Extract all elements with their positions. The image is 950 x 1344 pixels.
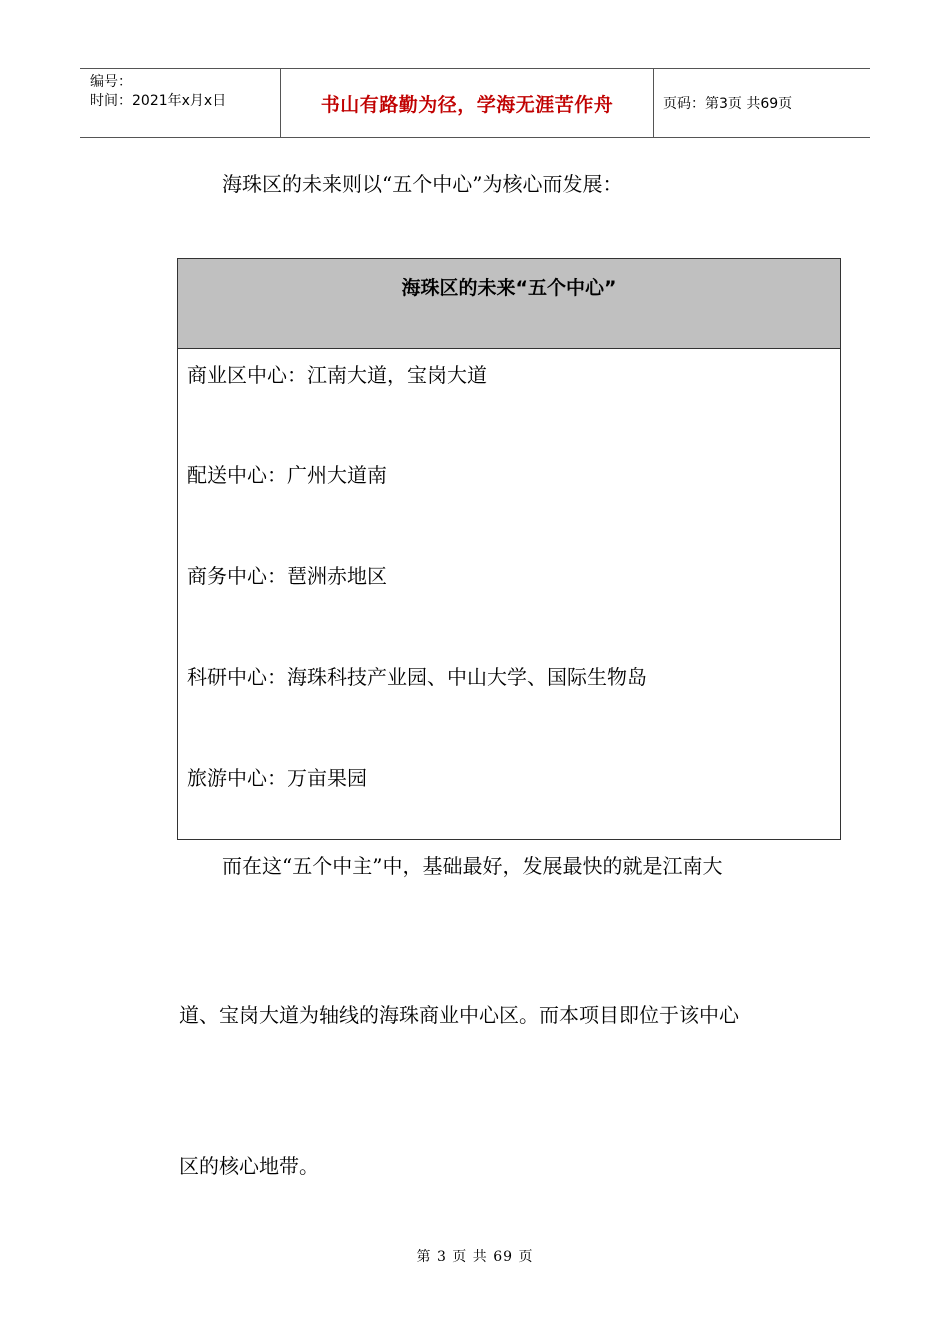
intro-paragraph: 海珠区的未来则以“五个中心”为核心而发展： bbox=[222, 172, 623, 196]
table-row: 旅游中心：万亩果园 bbox=[187, 766, 367, 790]
table-title-text: 海珠区的未来“五个中心” bbox=[401, 277, 617, 299]
page-header bbox=[80, 68, 870, 138]
table-row: 商务中心：琶洲赤地区 bbox=[187, 564, 387, 588]
motto: 书山有路勤为径，学海无涯苦作舟 bbox=[320, 93, 614, 116]
body-line: 而在这“五个中主”中，基础最好，发展最快的就是江南大 bbox=[222, 854, 723, 878]
header-page-cell bbox=[654, 69, 870, 137]
table-row: 商业区中心：江南大道，宝岗大道 bbox=[187, 363, 487, 387]
body-line: 道、宝岗大道为轴线的海珠商业中心区。而本项目即位于该中心 bbox=[179, 1003, 739, 1027]
date-label: 时间：2021年x月x日 bbox=[90, 93, 227, 109]
body-line: 区的核心地带。 bbox=[179, 1154, 319, 1178]
five-centers-table bbox=[177, 258, 841, 840]
page-info: 页码：第3页 共69页 bbox=[663, 96, 793, 112]
number-label: 编号： bbox=[90, 74, 132, 90]
page-footer: 第 3 页 共 69 页 bbox=[416, 1249, 534, 1265]
header-meta bbox=[80, 69, 281, 137]
header-motto-cell bbox=[281, 69, 654, 137]
table-row: 科研中心：海珠科技产业园、中山大学、国际生物岛 bbox=[187, 665, 647, 689]
table-row: 配送中心：广州大道南 bbox=[187, 463, 387, 487]
table-title bbox=[178, 259, 840, 349]
